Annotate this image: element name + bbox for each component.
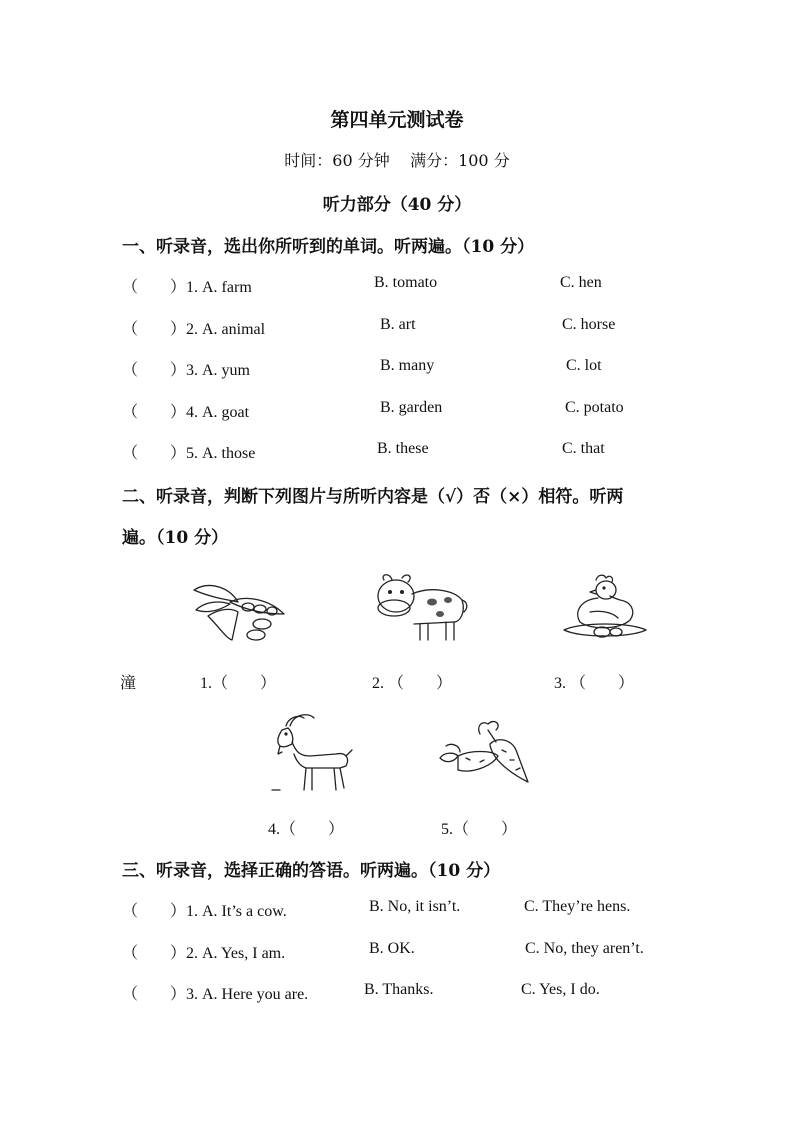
question-5-b: B. these bbox=[377, 440, 429, 457]
question-1-b: B. tomato bbox=[374, 274, 438, 291]
carrot-icon bbox=[436, 718, 532, 788]
section2-heading-line1: 二、听录音，判断下列图片与所听内容是（√）否（×）相符。听两 bbox=[122, 487, 624, 507]
question-3-b: B. many bbox=[380, 357, 435, 374]
picture-3-answer: 3. （ ） bbox=[554, 675, 635, 692]
question-3-a: （ ）3. A. yum bbox=[122, 362, 251, 379]
picture-2-answer: 2. （ ） bbox=[372, 675, 453, 692]
response-2-b: B. OK. bbox=[369, 940, 415, 957]
section2-heading-line2: 遍。（10 分） bbox=[122, 528, 229, 548]
part-heading: 听力部分（40 分） bbox=[322, 195, 472, 215]
response-1-b: B. No, it isn’t. bbox=[369, 898, 461, 915]
response-1-c: C. They’re hens. bbox=[524, 898, 631, 915]
response-1-a: （ ）1. A. It’s a cow. bbox=[122, 903, 287, 920]
question-2-c: C. horse bbox=[562, 316, 616, 333]
response-3-a: （ ）3. A. Here you are. bbox=[122, 986, 309, 1003]
question-2-b: B. art bbox=[380, 316, 416, 333]
picture-1-answer: 1.（ ） bbox=[200, 675, 277, 692]
question-4-c: C. potato bbox=[565, 399, 624, 416]
response-2-c: C. No, they aren’t. bbox=[525, 940, 644, 957]
question-1-c: C. hen bbox=[560, 274, 602, 291]
beans-icon bbox=[190, 580, 290, 644]
question-5-c: C. that bbox=[562, 440, 605, 457]
question-4-b: B. garden bbox=[380, 399, 443, 416]
exam-meta: 时间：60 分钟 满分：100 分 bbox=[284, 151, 510, 170]
cow-icon bbox=[370, 572, 470, 644]
picture-4-answer: 4.（ ） bbox=[268, 821, 345, 838]
stray-character: 潼 bbox=[120, 673, 137, 692]
question-4-a: （ ）4. A. goat bbox=[122, 404, 250, 421]
question-3-c: C. lot bbox=[566, 357, 602, 374]
response-3-b: B. Thanks. bbox=[364, 981, 434, 998]
question-5-a: （ ）5. A. those bbox=[122, 445, 256, 462]
section3-heading: 三、听录音，选择正确的答语。听两遍。（10 分） bbox=[122, 861, 501, 881]
picture-5-answer: 5.（ ） bbox=[441, 821, 518, 838]
response-2-a: （ ）2. A. Yes, I am. bbox=[122, 945, 286, 962]
response-3-c: C. Yes, I do. bbox=[521, 981, 600, 998]
question-1-a: （ ）1. A. farm bbox=[122, 279, 252, 296]
goat-icon bbox=[270, 712, 354, 796]
hen-icon bbox=[560, 572, 650, 644]
section1-heading: 一、听录音，选出你所听到的单词。听两遍。（10 分） bbox=[122, 237, 535, 257]
question-2-a: （ ）2. A. animal bbox=[122, 321, 266, 338]
page-title: 第四单元测试卷 bbox=[330, 109, 464, 131]
